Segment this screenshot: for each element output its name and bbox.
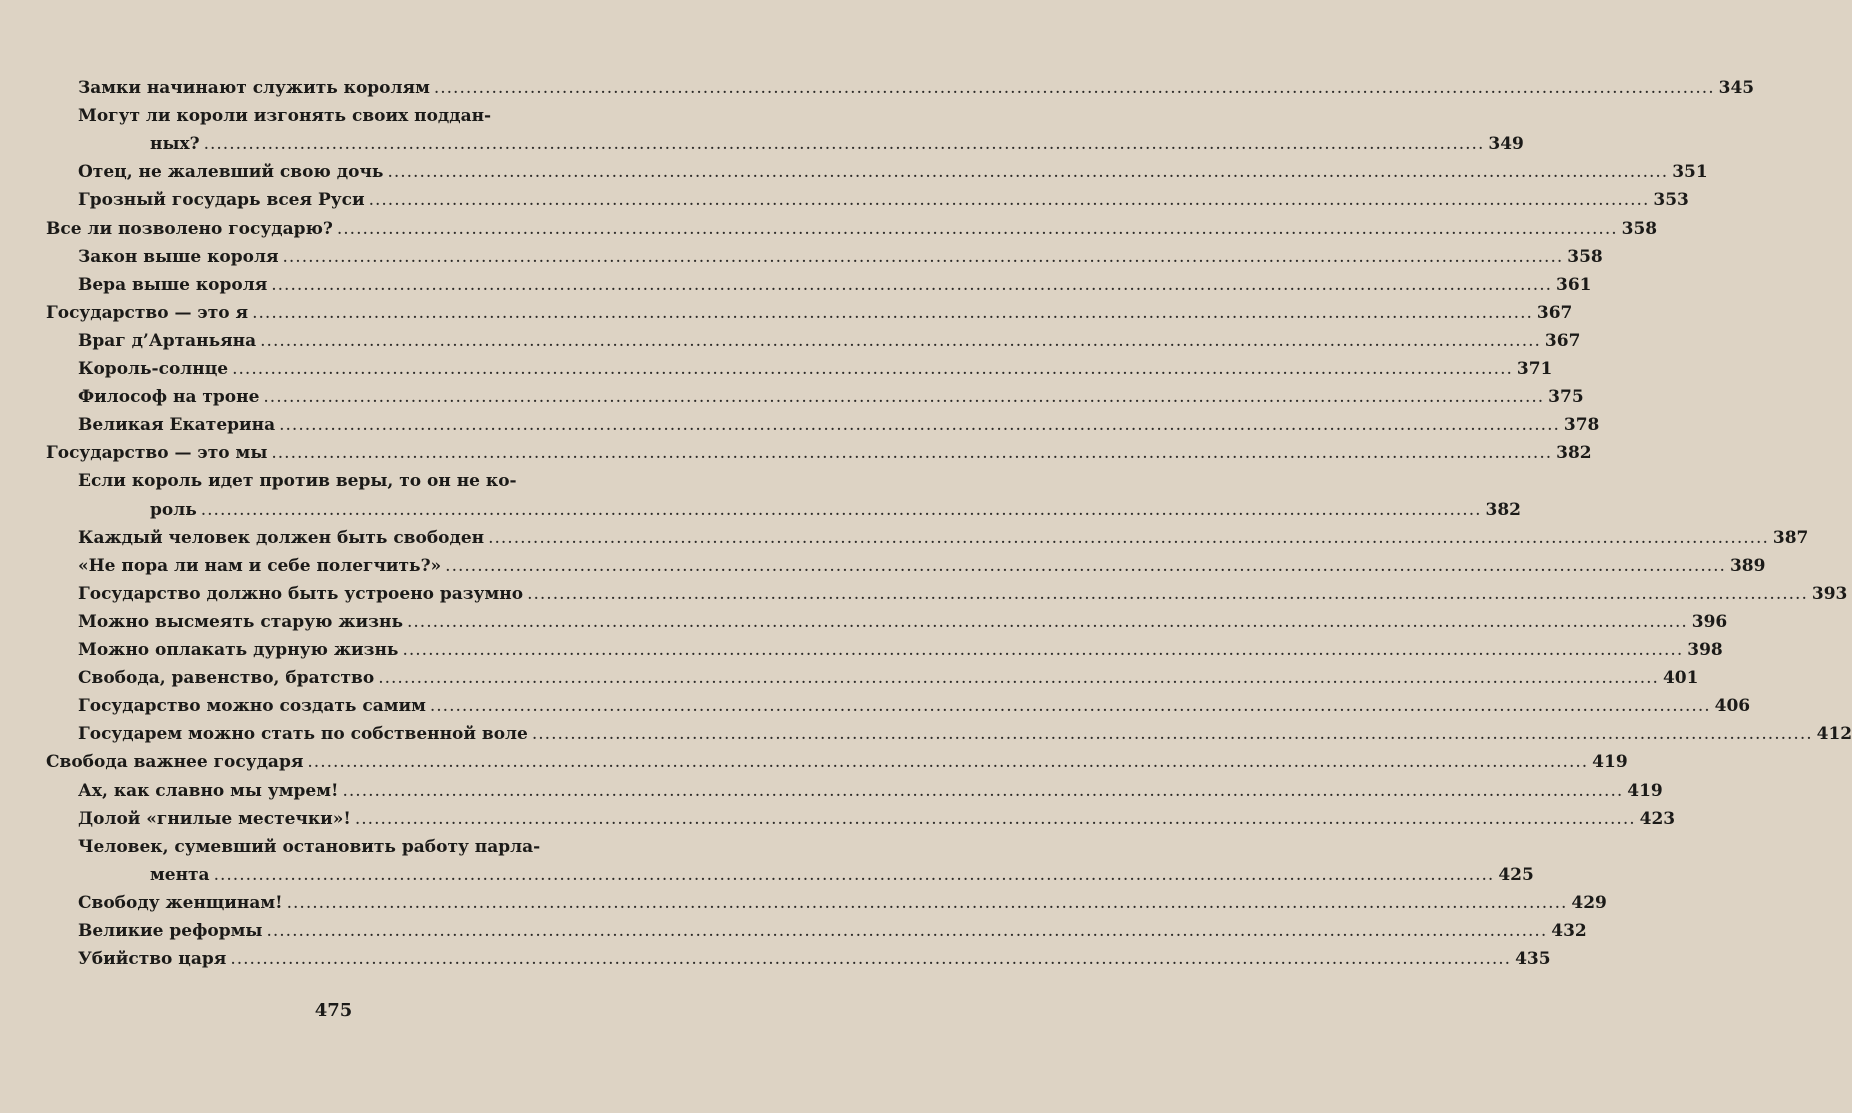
- toc-entry-title: «Не пора ли нам и себе полегчить?»: [78, 555, 442, 576]
- toc-entry-row: [78, 808, 1676, 830]
- toc-entry-title: Свобода важнее государя: [46, 752, 304, 773]
- toc-entry-row: [78, 892, 1607, 914]
- toc-entry-title: Государство должно быть устроено разумно: [78, 583, 524, 604]
- toc-entry-row: [78, 386, 1584, 408]
- dot-leader: ........................................................................................................................................................................................................: [271, 274, 1553, 295]
- toc-page-number: 382: [1485, 499, 1522, 520]
- toc-entry-row: [78, 780, 1663, 802]
- toc-entry-row: [150, 864, 1534, 886]
- toc-entry-row: [78, 161, 1708, 183]
- toc-entry-row: [78, 330, 1581, 352]
- toc-entry-title: Каждый человек должен быть свободен: [78, 527, 485, 548]
- toc-entry-row: [78, 695, 1751, 717]
- dot-leader: ........................................................................................................................................................................................................: [232, 359, 1513, 379]
- toc-page-number: 401: [1662, 668, 1699, 689]
- dot-leader: ........................................................................................................................................................................................................: [378, 668, 1659, 689]
- dot-leader: ........................................................................................................................................................................................................: [213, 864, 1495, 885]
- toc-entry-row: [78, 639, 1723, 661]
- dot-leader: ........................................................................................................................................................................................................: [368, 190, 1650, 211]
- toc-entry-row: [78, 274, 1592, 296]
- toc-entry-row: [78, 723, 1852, 745]
- dot-leader: ........................................................................................................................................................................................................: [429, 696, 1711, 717]
- dot-leader: ........................................................................................................................................................................................................: [260, 330, 1541, 351]
- toc-entry-title: Все ли позволено государю?: [46, 218, 333, 239]
- dot-leader: ........................................................................................................................................................................................................: [266, 921, 1548, 941]
- toc-page-number: 345: [1718, 78, 1755, 98]
- toc-page-number: 389: [1729, 555, 1766, 576]
- toc-entry-title: Философ на троне: [78, 387, 260, 408]
- toc-entry-row: [78, 189, 1689, 211]
- dot-leader: ........................................................................................................................................................................................................: [307, 752, 1589, 773]
- dot-leader: ........................................................................................................................................................................................................: [488, 527, 1769, 548]
- dot-leader: ........................................................................................................................................................................................................: [200, 499, 1482, 520]
- toc-page-number: 419: [1592, 752, 1628, 773]
- toc-entry-title: Грозный государь всея Руси: [78, 190, 365, 211]
- dot-leader: ........................................................................................................................................................................................................: [203, 134, 1485, 155]
- dot-leader: ........................................................................................................................................................................................................: [282, 246, 1564, 267]
- toc-section-row: [46, 302, 1573, 324]
- toc-entry-title: Можно высмеять старую жизнь: [78, 611, 403, 632]
- toc-page-number: 406: [1714, 696, 1751, 717]
- toc-entry-text: Если король идет против веры, то он не ко-: [78, 471, 517, 492]
- toc-page-number: 367: [1536, 302, 1573, 323]
- toc-page-number: 358: [1567, 246, 1603, 267]
- toc-entry-title: Убийство царя: [78, 949, 227, 970]
- toc-entry-row: [150, 133, 1524, 155]
- dot-leader: ........................................................................................................................................................................................................: [387, 162, 1669, 183]
- toc-entry-row: [78, 555, 1766, 577]
- page-number: 475: [314, 1000, 353, 1021]
- dot-leader: ........................................................................................................................................................................................................: [271, 443, 1553, 464]
- toc-entry-row: [78, 358, 1553, 380]
- toc-entry-row: [78, 948, 1551, 970]
- dot-leader: ........................................................................................................................................................................................................: [279, 415, 1560, 436]
- toc-page-number: 419: [1627, 780, 1663, 801]
- toc-entry-title: Великая Екатерина: [78, 415, 276, 436]
- toc-entry-title: Вера выше короля: [78, 274, 268, 295]
- toc-entry-title: Свободу женщинам!: [78, 892, 283, 913]
- dot-leader: ........................................................................................................................................................................................................: [342, 780, 1624, 801]
- toc-entry-row: [78, 246, 1603, 268]
- toc-entry-row: [78, 527, 1809, 549]
- toc-page-number: 351: [1672, 162, 1708, 183]
- toc-entry-title: Долой «гнилые местечки»!: [78, 808, 351, 829]
- toc-entry-title: Закон выше короля: [78, 246, 279, 267]
- dot-leader: ........................................................................................................................................................................................................: [527, 583, 1808, 604]
- dot-leader: ........................................................................................................................................................................................................: [531, 724, 1813, 745]
- dot-leader: ........................................................................................................................................................................................................: [336, 218, 1618, 239]
- toc-page-number: 412: [1816, 724, 1852, 745]
- toc-entry-row: [78, 667, 1699, 689]
- toc-page-number: 378: [1563, 415, 1600, 436]
- toc-page-number: 423: [1639, 808, 1676, 829]
- toc-page-number: 358: [1621, 218, 1658, 239]
- toc-page-number: 435: [1515, 949, 1551, 970]
- toc-page-number: 432: [1551, 921, 1587, 941]
- toc-page-number: 361: [1556, 274, 1592, 295]
- toc-page-number: 371: [1516, 359, 1553, 379]
- toc-entry-title: Замки начинают служить королям: [78, 78, 430, 98]
- toc-entry-title: Король-солнце: [78, 359, 229, 379]
- toc-entry-row: [150, 499, 1522, 521]
- toc-entry-title: Ах, как славно мы умрем!: [78, 780, 339, 801]
- toc-section-row: [46, 218, 1658, 240]
- dot-leader: ........................................................................................................................................................................................................: [286, 892, 1568, 913]
- toc-section-row: [46, 442, 1592, 464]
- toc-entry-row: [78, 583, 1848, 605]
- toc-page-number: 367: [1544, 330, 1581, 351]
- dot-leader: ........................................................................................................................................................................................................: [230, 949, 1512, 970]
- toc-entry-row: [78, 920, 1587, 942]
- toc-entry-title: мента: [150, 864, 210, 885]
- toc-entry-title: Государство — это я: [46, 302, 249, 323]
- dot-leader: ........................................................................................................................................................................................................: [354, 808, 1636, 829]
- dot-leader: ........................................................................................................................................................................................................: [402, 640, 1684, 660]
- toc-entry-title: Враг д’Артаньяна: [78, 330, 257, 351]
- dot-leader: ........................................................................................................................................................................................................: [433, 78, 1715, 98]
- toc-page-number: 353: [1653, 190, 1689, 211]
- toc-entry-title: Государем можно стать по собственной воле: [78, 724, 528, 745]
- dot-leader: ........................................................................................................................................................................................................: [252, 302, 1533, 323]
- dot-leader: ........................................................................................................................................................................................................: [406, 611, 1688, 632]
- toc-entry-title: Государство можно создать самим: [78, 696, 426, 717]
- toc-page-number: 425: [1498, 864, 1534, 885]
- toc-entry-row: [78, 414, 1600, 436]
- dot-leader: ........................................................................................................................................................................................................: [445, 555, 1726, 576]
- toc-entry-row: [78, 77, 1755, 99]
- toc-entry-title: Государство — это мы: [46, 443, 268, 464]
- toc-entry-text: Могут ли короли изгонять своих поддан-: [78, 106, 492, 127]
- toc-entry-title: Свобода, равенство, братство: [78, 668, 375, 689]
- toc-page-number: 393: [1811, 583, 1848, 604]
- toc-entry-title: Великие реформы: [78, 921, 263, 941]
- toc-page-number: 382: [1556, 443, 1592, 464]
- dot-leader: ........................................................................................................................................................................................................: [263, 387, 1545, 408]
- toc-page-number: 375: [1548, 387, 1584, 408]
- toc-entry-text: Человек, сумевший остановить работу парла-: [78, 836, 541, 857]
- toc-entry-title: Отец, не жалевший свою дочь: [78, 162, 384, 183]
- toc-section-row: [46, 751, 1628, 773]
- toc-page-number: 396: [1691, 611, 1728, 632]
- toc-entry-title: ных?: [150, 134, 200, 155]
- toc-entry-title: роль: [150, 499, 197, 520]
- toc-entry-title: Можно оплакать дурную жизнь: [78, 640, 399, 660]
- toc-page-number: 429: [1571, 892, 1607, 913]
- toc-entry-row: [78, 611, 1728, 633]
- toc-page-number: 398: [1687, 640, 1723, 660]
- toc-page-number: 349: [1488, 134, 1524, 155]
- toc-page-number: 387: [1772, 527, 1809, 548]
